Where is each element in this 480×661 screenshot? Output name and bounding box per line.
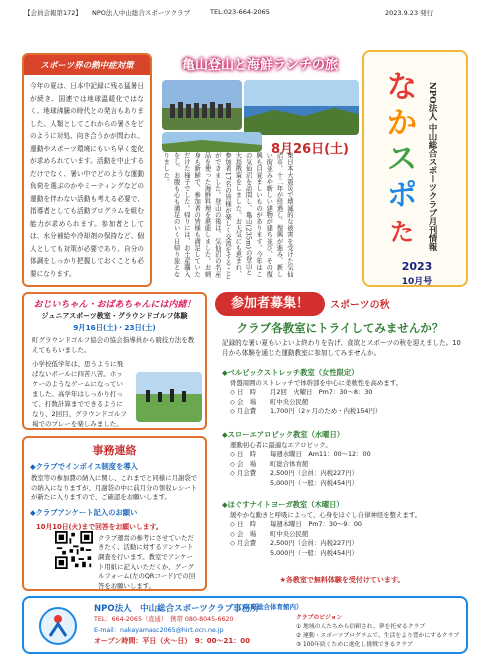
notice-article — [22, 436, 207, 591]
class-row — [222, 520, 462, 530]
heatstroke-article — [22, 53, 152, 287]
class-row — [222, 450, 462, 460]
row-value: 毎週木曜日 Pm7：30～9：00 — [270, 520, 362, 528]
row-key: ◇ 日 時 — [230, 520, 257, 528]
footer-org: NPO法人 中山総合スポーツクラブ事務所 — [94, 604, 259, 614]
mast-char: た — [390, 218, 414, 246]
row-value: 5,000円（一般：内税454円） — [270, 478, 359, 487]
vision-title: クラブのビジョン — [296, 615, 343, 621]
mast-char: か — [387, 106, 417, 141]
vision-item: ② 運動・スポーツプログラムで、生活をより豊かにするクラブ — [296, 633, 460, 639]
row-key: ◇ 会 場 — [230, 459, 257, 468]
row-key: ◇ 日 時 — [230, 450, 257, 458]
tour-article — [160, 152, 358, 287]
contact-footer — [22, 596, 468, 654]
row-value: 5,000円（一般：内税454円） — [270, 548, 359, 557]
class-row — [222, 549, 462, 559]
footer-tel[interactable]: TEL：664-2065（直通） 携帯 080-8045-6620 — [94, 616, 234, 623]
row-key — [230, 549, 270, 559]
golf-photo — [136, 372, 202, 422]
issue-date: 2023.9.23 発行 — [385, 9, 434, 17]
class-row — [222, 460, 462, 470]
kids-title: おじいちゃん・おばあちゃんには内緒！ — [33, 300, 196, 310]
survey-heading: ◆クラブアンケート記入のお願い — [30, 507, 138, 517]
heatstroke-title: スポーツ界の熱中症対策 — [24, 55, 150, 75]
row-value: 毎週水曜日 Am11：00～12：00 — [270, 450, 371, 458]
masthead-year: 2023 — [401, 260, 433, 273]
row-value: 2,500円（会員：内税227円） — [270, 539, 359, 548]
invoice-body: 教室等の参加費の納入に関し、これまでと同様に月謝袋での納入になりますが、月謝袋の中に前月分の領収レシートが新たに入りますので、ご確認をお願いします。 — [31, 474, 198, 502]
tour-body: 東日本大震災で壊滅的な被害を受けた気仙沼市。十二年が経過し、復興が進み、新しい街並みや新しい建物が建ち並び、その復興も目覚ましいものがあります。今年はこの気仙沼を訪問し、亀山(235m)の登山と大島散策をしました。お天気にも恵まれ、参加者17名の皆様が楽しく交流をすることができました。登山の後は、気仙沼の名産品を使った海鮮料理を堪能しました。お刺身も新鮮で、参加者の皆様も満足していただけた様子でした。帰りには、お土産購入をし、お腹も心も満足のいく日帰り旅となりました。 — [162, 152, 293, 280]
vision-item: ① 地域の人たちから信頼され、夢を托せるクラブ — [296, 624, 426, 630]
invoice-heading: ◆クラブでインボイス制度を導入 — [30, 462, 138, 471]
recruit-heading: クラブ各教室にトライしてみませんか？ — [236, 321, 444, 335]
club-vision — [296, 614, 464, 650]
class-name: ◆ほぐすナイトヨーガ教室（木曜日） — [222, 500, 344, 509]
row-value: 町総合体育館 — [270, 459, 309, 468]
recruit-intro: 記録的な暑い夏もいよいよ終わりを告げ、食欲とスポーツの秋を迎えました。10月から体験を通じた運動教室に参加してみませんか。 — [222, 339, 461, 358]
row-value: 2,500円（会員：内税227円） — [270, 469, 359, 478]
kids-body-2: 小学校低学年は、思うように飛ばないボールに四苦八苦。ホッケーのようなゲームになっていました。高学年はしっかり打って、打数計算までできるようになり、2回目、グラウンドゴルフ場でのプレーを楽しみました。 — [32, 360, 127, 428]
row-key — [230, 479, 270, 489]
kids-body-1: 町グラウンドゴルフ協会の協会指導員から競技方法を教えてもらいました。 — [32, 336, 195, 354]
row-value: 1,700円（2ヶ月のため・内税154円） — [270, 407, 382, 416]
header-bar — [0, 0, 480, 20]
class-name: ◆ベルビックストレッチ教室（女性限定） — [222, 368, 359, 377]
row-key: ◇ 会 場 — [230, 529, 257, 538]
row-value: 町中央公民館 — [270, 529, 309, 538]
row-key: ◇ 月会費 — [230, 407, 257, 416]
survey-qr-code[interactable] — [55, 531, 93, 569]
kids-date: 9月16日(土)・23日(土) — [73, 323, 156, 332]
kids-golf-article — [22, 292, 207, 430]
heatstroke-body: 今年の夏は、日本中記録に残る猛暑日が続き、国連では地球温暖化ではなく、地球沸騰の時代との発言もありました。人類としてこれからの暑さをどのように対処、向き合うかが問われ、運動やスポーツ環境にもいち早く変化が求められています。活動を中止するだけでなく、暑い中でどのような運動負荷を選ぶのかやミーティングなどの運動を伴わない活動も考える必要で、指導者としても活動プログラムを組む能力が求められます。参加者としては、水分補給や冷却剤の保持など、個人としても対策が必要であり、自分の体調をしっかり把握しておくことも必要になります。 — [30, 82, 144, 278]
masthead-month: 10月号 — [401, 277, 433, 287]
class-row — [222, 469, 462, 479]
class-aerobics — [222, 430, 462, 488]
header-tel: TEL:023-664-2065 — [210, 8, 270, 16]
class-row — [222, 407, 462, 417]
mast-char: ポ — [387, 178, 417, 213]
header-org: NPO法人中山総合スポーツクラブ — [92, 9, 191, 17]
footer-office: （町総合体育館内） — [244, 603, 303, 611]
row-key: ◇ 月会費 — [230, 539, 257, 548]
class-name: ◆スローエアロビック教室（水曜日） — [222, 430, 345, 439]
class-desc: 骨盤周囲のストレッチで体幹部を中心に柔軟性を高めます。 — [230, 379, 402, 387]
class-row — [222, 539, 462, 549]
tour-title: 亀山登山と海鮮ランチの旅 — [160, 53, 360, 79]
row-key: ◇ 会 場 — [230, 397, 257, 406]
recruit-subtitle: スポーツの秋 — [330, 300, 390, 311]
masthead-title — [380, 70, 424, 250]
club-logo — [30, 604, 86, 648]
notice-title: 事務連絡 — [92, 444, 137, 457]
survey-body: クラブ運営の参考にさせていただきたく、活動に対するアンケート調査を行います。教室でアンケート用紙に記入いただくか、グーグルフォーム(左のQRコード)での回答をお願いします。 — [98, 533, 196, 590]
masthead-org: NPO法人 中山総合スポーツクラブ月刊情報 — [427, 82, 437, 252]
mast-char: ス — [387, 142, 417, 177]
issue-number: 【会員会報第172】 — [24, 9, 82, 17]
tour-date: 8月26日(土) — [270, 142, 350, 157]
survey-deadline: 10月10日(火)まで回答をお願いします。 — [36, 522, 163, 531]
class-row — [222, 530, 462, 540]
vision-item: ③ 100年続くために進化し挑戦できるクラブ — [296, 642, 413, 648]
free-trial-note: ★各教室で無料体験を受付けています。 — [279, 576, 405, 584]
row-value: 町中央公民館 — [270, 397, 309, 406]
kids-subtitle: ジュニアスポーツ教室・グラウンドゴルフ体験 — [41, 312, 188, 320]
class-row — [222, 388, 462, 398]
class-stretch — [222, 368, 462, 417]
row-key: ◇ 月会費 — [230, 469, 257, 478]
class-yoga — [222, 500, 462, 558]
class-desc: 運動初心者に最適なエアロビック。 — [230, 441, 332, 449]
sea-view-photo — [244, 80, 359, 135]
row-value: 月2回 火曜日 Pm7：30～8：30 — [270, 388, 373, 396]
group-photo — [162, 80, 242, 130]
class-desc: 緩やかな動きと呼吸によって、心身をほぐし自律神経を整えます。 — [230, 511, 422, 519]
class-row — [222, 398, 462, 408]
class-row — [222, 479, 462, 489]
landscape-photo — [162, 132, 262, 152]
footer-hours: オープン時間：平日（火～日） 9：00～21：00 — [94, 637, 250, 645]
recruit-tag: 参加者募集！ — [215, 292, 325, 316]
masthead — [362, 50, 468, 287]
footer-email[interactable]: E-mail：nakayamasc2065@hirt.ocn.ne.jp — [94, 627, 224, 634]
mast-char: な — [387, 70, 417, 105]
row-key: ◇ 日 時 — [230, 388, 257, 396]
